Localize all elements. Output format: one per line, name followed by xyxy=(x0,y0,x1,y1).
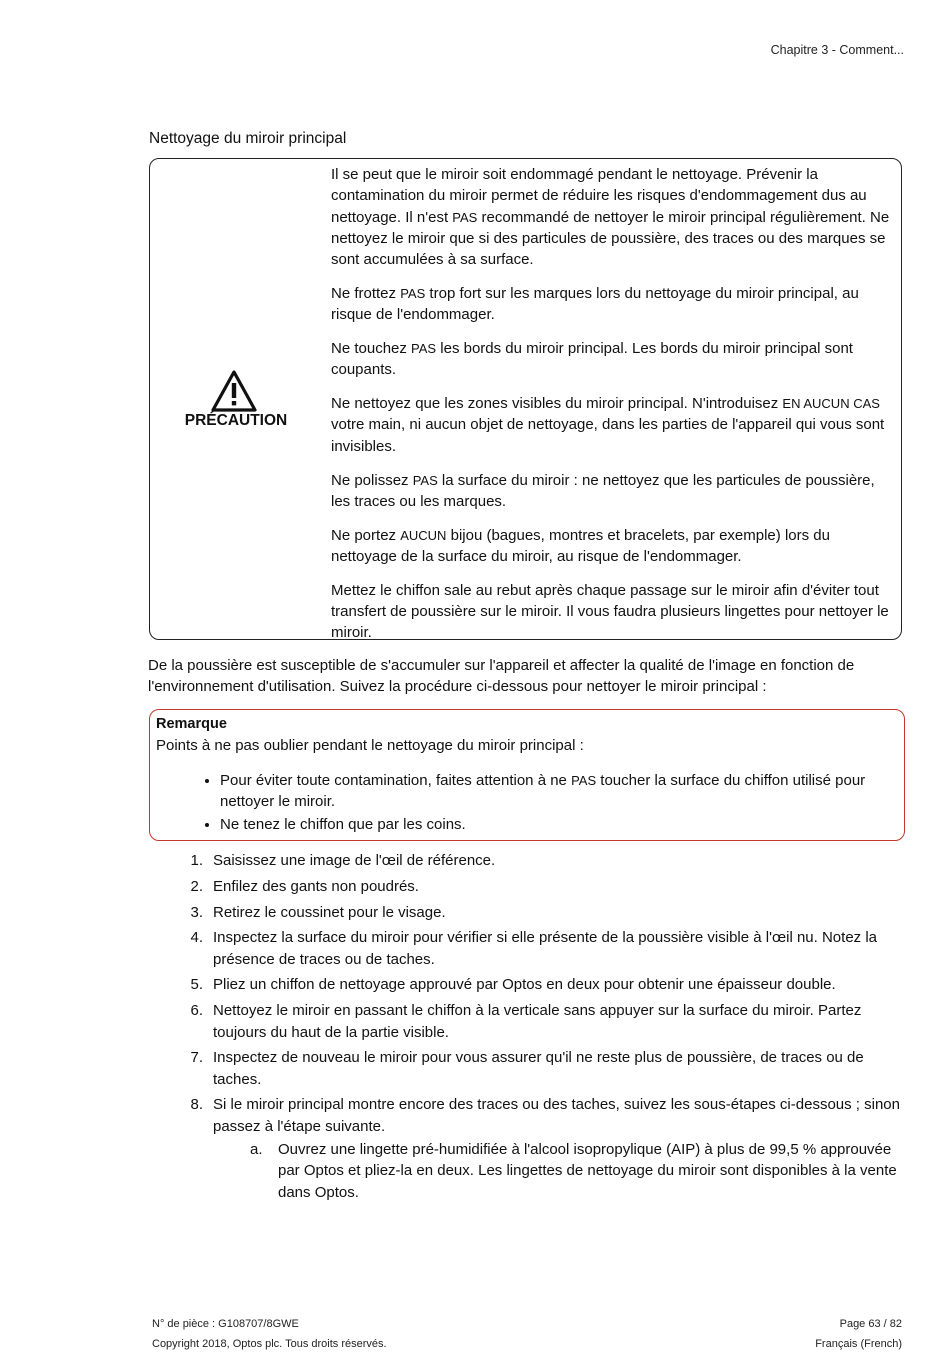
text-run: Ne nettoyez que les zones visibles du miroir principal. N'introduisez xyxy=(331,395,783,413)
step-number: a. xyxy=(250,1141,263,1158)
text-run: Il se peut que le miroir soit endommagé pendant le nettoyage. Prévenir la contamination du miroir permet de réduire les risques d'endommagement dus au nettoyage. Il n'est xyxy=(331,166,867,226)
caution-paragraph xyxy=(331,470,896,513)
procedure-step xyxy=(183,1094,903,1137)
text-run: les bords du miroir principal. Les bords du miroir principal sont coupants. xyxy=(331,340,853,379)
procedure-step xyxy=(183,1047,903,1090)
procedure-step xyxy=(183,902,903,923)
procedure-step xyxy=(183,1000,903,1043)
emphasis-text: PAS xyxy=(571,773,597,788)
footer-copyright: Copyright 2018, Optos plc. Tous droits réservés. xyxy=(152,1338,387,1350)
text-run: Ne touchez xyxy=(331,340,412,358)
footer-page-number: Page 63 / 82 xyxy=(839,1318,902,1330)
text-run: Ne portez xyxy=(331,526,401,544)
text-run: votre main, ni aucun objet de nettoyage, dans les parties de l'appareil qui vous sont invisibles. xyxy=(331,416,885,455)
emphasis-text: EN AUCUN CAS xyxy=(782,396,880,412)
step-text: Si le miroir principal montre encore des traces ou des taches, suivez les sous-étapes ci-dessous ; sinon passez à l'étape suivante. xyxy=(213,1096,900,1135)
text-run: trop fort sur les marques lors du nettoyage du miroir principal, au risque de l'endommager. xyxy=(331,284,859,324)
emphasis-text: AUCUN xyxy=(400,527,447,543)
step-text: Retirez le coussinet pour le visage. xyxy=(213,903,446,921)
procedure-steps xyxy=(183,850,903,1142)
step-number: 2. xyxy=(190,877,203,895)
footer-language: Français (French) xyxy=(815,1338,902,1350)
procedure-substep xyxy=(250,1139,905,1203)
running-header: Chapitre 3 - Comment... xyxy=(770,43,904,57)
caution-text xyxy=(331,164,896,656)
procedure-substeps xyxy=(250,1139,905,1203)
note-list-item xyxy=(220,814,910,835)
text-run: Ne polissez xyxy=(331,471,413,489)
caution-paragraph xyxy=(331,393,896,457)
step-number: 8. xyxy=(190,1096,203,1114)
caution-paragraph xyxy=(331,164,896,270)
text-run: bijou (bagues, montres et bracelets, par exemple) lors du nettoyage de la surface du miroir, au risque de l'endommager. xyxy=(331,526,830,565)
procedure-step xyxy=(183,876,903,897)
step-number: 1. xyxy=(190,852,203,869)
caution-paragraph xyxy=(331,283,896,326)
step-number: 4. xyxy=(190,929,203,947)
text-run: Mettez le chiffon sale au rebut après chaque passage sur le miroir afin d'éviter tout transfert de poussière sur le miroir. Il vous faudra plusieurs lingettes pour nettoyer le miroir. xyxy=(331,581,889,642)
text-run: Ne frottez xyxy=(331,284,401,302)
note-list xyxy=(202,770,910,836)
emphasis-text: PAS xyxy=(412,472,438,488)
emphasis-text: PAS xyxy=(452,209,478,225)
step-number: 7. xyxy=(190,1049,203,1067)
step-text: Enfilez des gants non poudrés. xyxy=(213,877,419,895)
caution-label: PRÉCAUTION xyxy=(184,412,288,429)
step-text: Saisissez une image de l'œil de référence. xyxy=(213,852,496,869)
note-lead: Points à ne pas oublier pendant le nettoyage du miroir principal : xyxy=(156,737,584,754)
caution-paragraph xyxy=(331,525,896,568)
procedure-step xyxy=(183,927,903,970)
text-run: Pour éviter toute contamination, faites attention à ne xyxy=(220,772,572,789)
step-number: 5. xyxy=(190,976,203,994)
emphasis-text: PAS xyxy=(400,285,426,301)
caution-box xyxy=(149,158,902,640)
text-run: Ne tenez le chiffon que par les coins. xyxy=(220,815,466,833)
text-run: toucher la surface du chiffon utilisé pour nettoyer le miroir. xyxy=(220,772,866,811)
intro-paragraph: De la poussière est susceptible de s'accumuler sur l'appareil et affecter la qualité de l'image en fonction de l'environnement d'utilisation. Suivez la procédure ci-dessous pour nettoyer le miroir principal : xyxy=(148,657,855,696)
procedure-step xyxy=(183,974,903,995)
note-title: Remarque xyxy=(156,716,227,732)
step-text: Inspectez de nouveau le miroir pour vous assurer qu'il ne reste plus de poussière, de traces ou de taches. xyxy=(213,1049,864,1088)
step-text: Inspectez la surface du miroir pour vérifier si elle présente de la poussière visible à l'œil nu. Notez la présence de traces ou de taches. xyxy=(213,929,877,968)
note-box xyxy=(149,709,905,841)
text-run: la surface du miroir : ne nettoyez que les particules de poussière, les traces ou les marques. xyxy=(331,471,875,510)
procedure-step xyxy=(183,850,903,871)
note-list-item xyxy=(220,770,910,813)
step-text: Pliez un chiffon de nettoyage approuvé par Optos en deux pour obtenir une épaisseur double. xyxy=(213,976,836,994)
text-run: recommandé de nettoyer le miroir principal régulièrement. Ne nettoyez le miroir que si des particules de poussière, des traces ou des marques se sont accumulées à sa surface. xyxy=(331,208,890,269)
step-text: Nettoyez le miroir en passant le chiffon à la verticale sans appuyer sur la surface du miroir. Partez toujours du haut de la partie visible. xyxy=(213,1002,862,1041)
warning-triangle-icon xyxy=(210,369,258,413)
caution-label-area xyxy=(150,159,320,639)
caution-paragraph xyxy=(331,338,896,381)
section-title: Nettoyage du miroir principal xyxy=(149,130,347,147)
emphasis-text: PAS xyxy=(411,341,437,357)
step-number: 6. xyxy=(190,1002,203,1020)
step-text: Ouvrez une lingette pré-humidifiée à l'alcool isopropylique (AIP) à plus de 99,5 % approuvée par Optos et pliez-la en deux. Les lingettes de nettoyage du miroir sont disponibles à la vente dans Optos. xyxy=(278,1141,897,1201)
step-number: 3. xyxy=(190,903,203,921)
caution-paragraph xyxy=(331,580,896,644)
footer-part-number: N° de pièce : G108707/8GWE xyxy=(152,1318,299,1330)
